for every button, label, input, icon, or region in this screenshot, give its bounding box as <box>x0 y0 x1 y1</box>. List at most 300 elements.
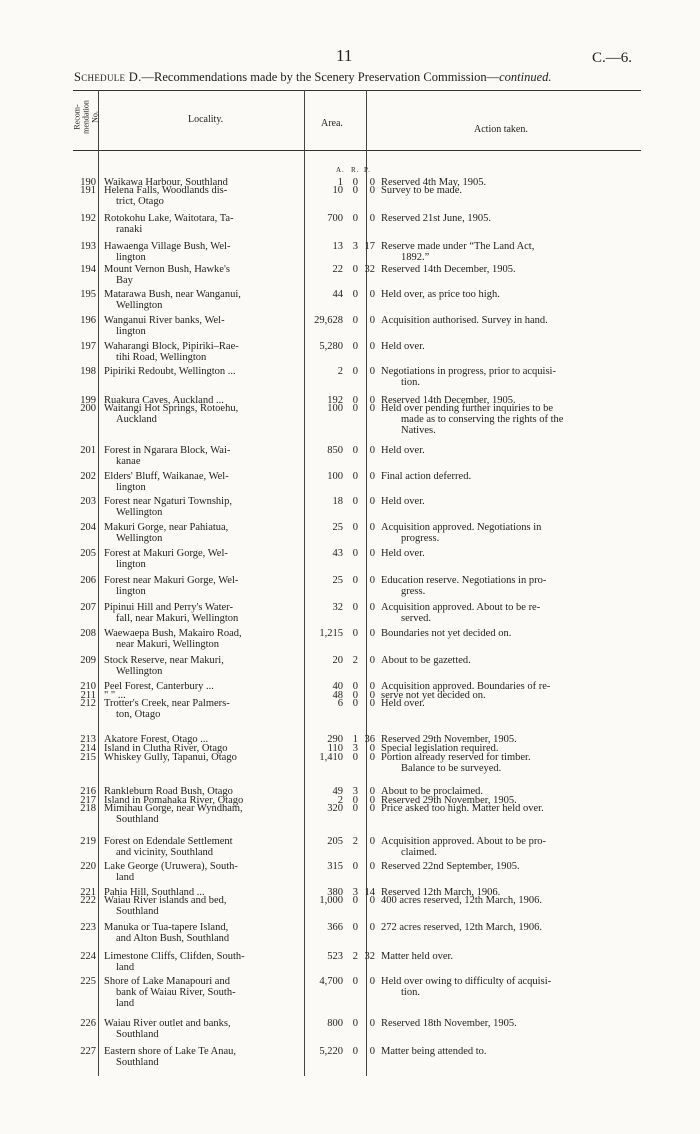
locality <box>104 602 296 624</box>
locality-line: trict, Otago <box>116 196 164 207</box>
action-taken <box>381 241 629 263</box>
area-roods <box>348 315 358 326</box>
locality-line: Trotter's Creek, near Palmers- <box>104 698 230 709</box>
recommendation-number-line: 212 <box>80 698 96 709</box>
area-roods-line: 2 <box>352 951 358 962</box>
action-taken-line: Reserved 18th November, 1905. <box>381 1018 517 1029</box>
recommendation-number-line: 226 <box>80 1018 96 1029</box>
locality-line: Manuka or Tua-tapere Island, <box>104 922 229 933</box>
area-perches <box>361 366 375 377</box>
action-taken-line: Price asked too high. Matter held over. <box>381 803 544 814</box>
action-taken <box>381 289 629 300</box>
area-acres-line: 18 <box>332 496 343 507</box>
action-taken-line: Negotiations in progress, prior to acquisi- <box>381 366 556 377</box>
area-acres <box>296 803 343 814</box>
locality-line: Elders' Bluff, Waikanae, Wel- <box>104 471 229 482</box>
area-roods-line: 0 <box>352 690 358 701</box>
recommendation-number-line: 219 <box>80 836 96 847</box>
locality-line: Waewaepa Bush, Makairo Road, <box>104 628 242 639</box>
area-acres-line: 100 <box>327 403 343 414</box>
locality <box>104 895 296 917</box>
area-acres-line: 380 <box>327 887 343 898</box>
action-taken <box>381 522 629 544</box>
area-acres <box>296 861 343 872</box>
area-roods-line: 3 <box>352 743 358 754</box>
recommendation-number-line: 227 <box>80 1046 96 1057</box>
area-perches <box>361 895 375 906</box>
area-acres <box>296 752 343 763</box>
area-acres-line: 32 <box>332 602 343 613</box>
locality <box>104 185 296 207</box>
area-roods <box>348 628 358 639</box>
area-roods <box>348 185 358 196</box>
area-acres-line: 205 <box>327 836 343 847</box>
area-perches <box>361 836 375 847</box>
recommendation-number-line: 208 <box>80 628 96 639</box>
area-roods-line: 0 <box>352 752 358 763</box>
action-taken-line: tion. <box>401 987 420 998</box>
locality-line: Waitangi Hot Springs, Rotoehu, <box>104 403 239 414</box>
area-roods <box>348 213 358 224</box>
recommendation-number-line: 224 <box>80 951 96 962</box>
recommendation-number-line: 190 <box>80 177 96 188</box>
locality <box>104 241 296 263</box>
action-taken-line: Reserved 14th December, 1905. <box>381 395 516 406</box>
area-perches-line: 0 <box>369 976 375 987</box>
locality-line: Eastern shore of Lake Te Anau, <box>104 1046 237 1057</box>
area-roods-line: 0 <box>352 602 358 613</box>
area-perches-line: 0 <box>369 177 375 188</box>
title-main: —Recommendations made by the Scenery Preservation Commission— <box>141 70 500 84</box>
recommendation-number-line: 220 <box>80 861 96 872</box>
area-roods-line: 0 <box>352 289 358 300</box>
locality <box>104 1018 296 1040</box>
area-perches <box>361 698 375 709</box>
area-perches <box>361 575 375 586</box>
action-taken <box>381 1046 629 1057</box>
locality-line: Mount Vernon Bush, Hawke's <box>104 264 230 275</box>
area-perches-line: 14 <box>364 887 375 898</box>
area-roods <box>348 602 358 613</box>
action-taken <box>381 264 629 275</box>
area-perches-line: 0 <box>369 698 375 709</box>
recommendation-number-line: 218 <box>80 803 96 814</box>
area-acres <box>296 289 343 300</box>
area-acres <box>296 951 343 962</box>
action-taken-line: About to be proclaimed. <box>381 786 484 797</box>
recommendation-number <box>64 496 96 507</box>
area-perches-line: 0 <box>369 185 375 196</box>
area-acres-line: 20 <box>332 655 343 666</box>
locality-line: Waharangi Block, Pipiriki–Rae- <box>104 341 239 352</box>
area-acres-line: 320 <box>327 803 343 814</box>
recommendation-number-line: 216 <box>80 786 96 797</box>
locality <box>104 655 296 677</box>
area-perches-line: 0 <box>369 1046 375 1057</box>
area-roods-line: 3 <box>352 241 358 252</box>
locality-line: land <box>116 872 135 883</box>
title-prefix: Schedule D. <box>74 70 142 84</box>
action-taken-line: progress. <box>401 533 440 544</box>
area-roods <box>348 803 358 814</box>
area-perches-line: 17 <box>364 241 375 252</box>
area-acres <box>296 698 343 709</box>
action-taken-line: serve not yet decided on. <box>381 690 486 701</box>
locality-line: Forest on Edendale Settlement <box>104 836 233 847</box>
area-roods <box>348 341 358 352</box>
area-acres <box>296 628 343 639</box>
action-taken-line: Acquisition authorised. Survey in hand. <box>381 315 548 326</box>
action-taken <box>381 836 629 858</box>
area-roods-line: 1 <box>352 734 358 745</box>
area-acres-line: 100 <box>327 471 343 482</box>
area-acres <box>296 836 343 847</box>
area-perches-line: 0 <box>369 786 375 797</box>
area-perches-line: 0 <box>369 861 375 872</box>
area-acres <box>296 522 343 533</box>
action-taken-line: Balance to be surveyed. <box>401 763 502 774</box>
recommendation-number-line: 215 <box>80 752 96 763</box>
area-perches-line: 0 <box>369 628 375 639</box>
area-acres <box>296 655 343 666</box>
area-acres-line: 700 <box>327 213 343 224</box>
area-roods-line: 0 <box>352 698 358 709</box>
area-perches-line: 0 <box>369 1018 375 1029</box>
locality-line: tihi Road, Wellington <box>116 352 207 363</box>
locality-line: Peel Forest, Canterbury ... <box>104 681 214 692</box>
locality-line: Wellington <box>116 666 163 677</box>
area-perches <box>361 548 375 559</box>
area-acres <box>296 366 343 377</box>
area-perches <box>361 628 375 639</box>
locality-line: Wellington <box>116 507 163 518</box>
recommendation-number <box>64 752 96 763</box>
area-acres <box>296 895 343 906</box>
locality <box>104 752 296 763</box>
recommendation-number <box>64 575 96 586</box>
locality-line: lington <box>116 252 146 263</box>
action-taken <box>381 445 629 456</box>
locality-line: Pipinui Hill and Perry's Water- <box>104 602 233 613</box>
locality-line: and Alton Bush, Southland <box>116 933 230 944</box>
action-taken <box>381 341 629 352</box>
action-taken <box>381 602 629 624</box>
area-acres-line: 5,280 <box>319 341 343 352</box>
recommendation-number-line: 200 <box>80 403 96 414</box>
action-taken-line: Reserved 29th November, 1905. <box>381 795 517 806</box>
area-roods <box>348 861 358 872</box>
area-acres-line: 29,628 <box>314 315 343 326</box>
area-acres-line: 1,410 <box>319 752 343 763</box>
area-roods-line: 0 <box>352 628 358 639</box>
locality-line: near Makuri, Wellington <box>116 639 220 650</box>
area-roods <box>348 895 358 906</box>
action-taken <box>381 185 629 196</box>
area-acres-line: 366 <box>327 922 343 933</box>
locality-line: Wellington <box>116 300 163 311</box>
area-roods-line: 0 <box>352 213 358 224</box>
area-acres <box>296 264 343 275</box>
recommendation-number <box>64 895 96 906</box>
recommendation-number <box>64 1046 96 1057</box>
area-acres-line: 43 <box>332 548 343 559</box>
area-acres-line: 40 <box>332 681 343 692</box>
locality <box>104 471 296 493</box>
area-perches-line: 0 <box>369 803 375 814</box>
locality-line: Forest in Ngarara Block, Wai- <box>104 445 231 456</box>
area-perches-line: 0 <box>369 752 375 763</box>
area-roods-line: 0 <box>352 264 358 275</box>
recommendation-number <box>64 951 96 962</box>
header-locality: Locality. <box>188 114 224 125</box>
area-acres <box>296 1046 343 1057</box>
action-taken-line: 272 acres reserved, 12th March, 1906. <box>381 922 542 933</box>
action-taken-line: Held over. <box>381 496 425 507</box>
recommendation-number <box>64 548 96 559</box>
recommendation-number-line: 202 <box>80 471 96 482</box>
area-perches <box>361 403 375 414</box>
area-roods <box>348 522 358 533</box>
area-perches <box>361 213 375 224</box>
area-perches-line: 0 <box>369 471 375 482</box>
recommendation-number <box>64 698 96 709</box>
page-number: 11 <box>336 46 353 65</box>
action-taken-line: Acquisition approved. Negotiations in <box>381 522 542 533</box>
area-perches <box>361 496 375 507</box>
area-perches-line: 0 <box>369 602 375 613</box>
locality-line: Forest near Makuri Gorge, Wel- <box>104 575 239 586</box>
area-roods-line: 0 <box>352 177 358 188</box>
recommendation-number-line: 211 <box>80 690 96 701</box>
recommendation-number-line: 217 <box>80 795 96 806</box>
area-acres-line: 44 <box>332 289 343 300</box>
locality-line: lington <box>116 482 146 493</box>
area-acres <box>296 602 343 613</box>
locality-line: Rankleburn Road Bush, Otago <box>104 786 233 797</box>
action-taken-line: Held over. <box>381 341 425 352</box>
area-perches <box>361 315 375 326</box>
recommendation-number <box>64 185 96 196</box>
locality-line: Forest at Makuri Gorge, Wel- <box>104 548 228 559</box>
recommendation-number-line: 214 <box>80 743 96 754</box>
area-acres <box>296 241 343 252</box>
locality-line: Pahia Hill, Southland ... <box>104 887 205 898</box>
action-taken <box>381 895 629 906</box>
action-taken-line: made as to conserving the rights of the <box>401 414 564 425</box>
action-taken-line: Held over pending further inquiries to be <box>381 403 554 414</box>
locality <box>104 861 296 883</box>
action-taken <box>381 575 629 597</box>
area-acres-line: 1,215 <box>319 628 343 639</box>
locality <box>104 341 296 363</box>
action-taken-line: Matter being attended to. <box>381 1046 487 1057</box>
action-taken-line: Matter held over. <box>381 951 454 962</box>
table-header-rule <box>73 150 641 151</box>
area-acres <box>296 315 343 326</box>
locality <box>104 213 296 235</box>
action-taken-line: Boundaries not yet decided on. <box>381 628 512 639</box>
area-perches <box>361 752 375 763</box>
recommendation-number <box>64 289 96 300</box>
action-taken-line: Special legislation required. <box>381 743 499 754</box>
header-action: Action taken. <box>474 124 528 135</box>
area-roods-line: 0 <box>352 548 358 559</box>
column-divider-number <box>98 90 99 1076</box>
recommendation-number-line: 209 <box>80 655 96 666</box>
recommendation-number-line: 207 <box>80 602 96 613</box>
area-perches-line: 0 <box>369 836 375 847</box>
area-roods <box>348 548 358 559</box>
recommendation-number <box>64 366 96 377</box>
recommendation-number <box>64 602 96 613</box>
locality-line: ranaki <box>116 224 143 235</box>
locality-line: Bay <box>116 275 133 286</box>
recommendation-number-line: 198 <box>80 366 96 377</box>
area-perches <box>361 803 375 814</box>
area-acres <box>296 575 343 586</box>
area-perches <box>361 522 375 533</box>
area-perches-line: 0 <box>369 795 375 806</box>
area-roods-line: 3 <box>352 786 358 797</box>
action-taken <box>381 1018 629 1029</box>
area-roods-line: 0 <box>352 445 358 456</box>
action-taken-line: Held over. <box>381 445 425 456</box>
action-taken-line: served. <box>401 613 432 624</box>
area-roods <box>348 951 358 962</box>
area-roods-line: 0 <box>352 315 358 326</box>
locality <box>104 836 296 858</box>
area-perches <box>361 241 375 252</box>
area-acres <box>296 496 343 507</box>
locality-line: Waiau River outlet and banks, <box>104 1018 231 1029</box>
action-taken <box>381 655 629 666</box>
action-taken-line: Held over. <box>381 548 425 559</box>
area-acres-line: 523 <box>327 951 343 962</box>
action-taken <box>381 366 629 388</box>
action-taken <box>381 861 629 872</box>
area-perches <box>361 1046 375 1057</box>
area-perches-line: 32 <box>364 951 375 962</box>
action-taken-line: Final action deferred. <box>381 471 472 482</box>
area-roods-line: 0 <box>352 976 358 987</box>
area-roods <box>348 752 358 763</box>
recommendation-number <box>64 655 96 666</box>
area-roods <box>348 366 358 377</box>
recommendation-number <box>64 471 96 482</box>
locality <box>104 522 296 544</box>
locality-line: Ruakura Caves, Auckland ... <box>104 395 224 406</box>
locality-line: land <box>116 962 135 973</box>
area-perches-line: 0 <box>369 403 375 414</box>
area-acres-line: 1,000 <box>319 895 343 906</box>
locality <box>104 315 296 337</box>
area-roods-line: 0 <box>352 895 358 906</box>
locality-line: and vicinity, Southland <box>116 847 214 858</box>
recommendation-number <box>64 1018 96 1029</box>
area-roods-line: 0 <box>352 681 358 692</box>
action-taken-line: Natives. <box>401 425 436 436</box>
locality-line: Limestone Cliffs, Clifden, South- <box>104 951 245 962</box>
action-taken-line: Reserved 4th May, 1905. <box>381 177 487 188</box>
locality-line: Shore of Lake Manapouri and <box>104 976 230 987</box>
action-taken-line: 400 acres reserved, 12th March, 1906. <box>381 895 542 906</box>
locality-line: Hawaenga Village Bush, Wel- <box>104 241 231 252</box>
locality-line: kanae <box>116 456 141 467</box>
area-roods-line: 2 <box>352 836 358 847</box>
area-perches <box>361 922 375 933</box>
locality <box>104 289 296 311</box>
area-acres-line: 49 <box>332 786 343 797</box>
action-taken-line: Reserved 12th March, 1906. <box>381 887 501 898</box>
locality-line: Lake George (Uruwera), South- <box>104 861 238 872</box>
action-taken-line: gress. <box>401 586 426 597</box>
area-roods-line: 0 <box>352 1018 358 1029</box>
area-roods <box>348 471 358 482</box>
area-perches <box>361 185 375 196</box>
area-roods-line: 0 <box>352 575 358 586</box>
document-reference: C.—6. <box>592 50 633 66</box>
locality <box>104 496 296 518</box>
locality-line: Matarawa Bush, near Wanganui, <box>104 289 241 300</box>
action-taken-line: Held over owing to difficulty of acquisi- <box>381 976 552 987</box>
area-roods-line: 0 <box>352 922 358 933</box>
recommendation-number-line: 201 <box>80 445 96 456</box>
area-acres-line: 4,700 <box>319 976 343 987</box>
area-roods-line: 0 <box>352 471 358 482</box>
area-roods <box>348 496 358 507</box>
area-perches <box>361 471 375 482</box>
locality <box>104 698 296 720</box>
area-perches-line: 0 <box>369 522 375 533</box>
action-taken <box>381 496 629 507</box>
locality <box>104 575 296 597</box>
area-acres-line: 2 <box>337 366 343 377</box>
locality <box>104 1046 296 1068</box>
locality-line: Akatore Forest, Otago ... <box>104 734 209 745</box>
recommendation-number-line: 192 <box>80 213 96 224</box>
area-acres <box>296 213 343 224</box>
area-acres <box>296 341 343 352</box>
area-acres-line: 800 <box>327 1018 343 1029</box>
action-taken <box>381 922 629 933</box>
area-roods-line: 0 <box>352 366 358 377</box>
recommendation-number-line: 221 <box>80 887 96 898</box>
area-roods-line: 0 <box>352 803 358 814</box>
recommendation-number-line: 213 <box>80 734 96 745</box>
action-taken-line: 1892.” <box>401 252 430 263</box>
recommendation-number-line: 223 <box>80 922 96 933</box>
recommendation-number <box>64 315 96 326</box>
area-perches <box>361 264 375 275</box>
action-taken-line: Acquisition approved. About to be re- <box>381 602 541 613</box>
locality-line: Pipiriki Redoubt, Wellington ... <box>104 366 236 377</box>
area-roods <box>348 575 358 586</box>
area-roods <box>348 403 358 414</box>
area-perches <box>361 602 375 613</box>
unit-perches: P. <box>364 166 371 174</box>
area-perches <box>361 289 375 300</box>
recommendation-number <box>64 264 96 275</box>
area-perches-line: 0 <box>369 289 375 300</box>
area-perches-line: 0 <box>369 315 375 326</box>
area-roods-line: 0 <box>352 1046 358 1057</box>
recommendation-number-line: 194 <box>80 264 96 275</box>
area-perches-line: 0 <box>369 575 375 586</box>
locality-line: Wanganui River banks, Wel- <box>104 315 225 326</box>
area-roods-line: 0 <box>352 403 358 414</box>
area-roods-line: 0 <box>352 185 358 196</box>
area-roods-line: 3 <box>352 887 358 898</box>
